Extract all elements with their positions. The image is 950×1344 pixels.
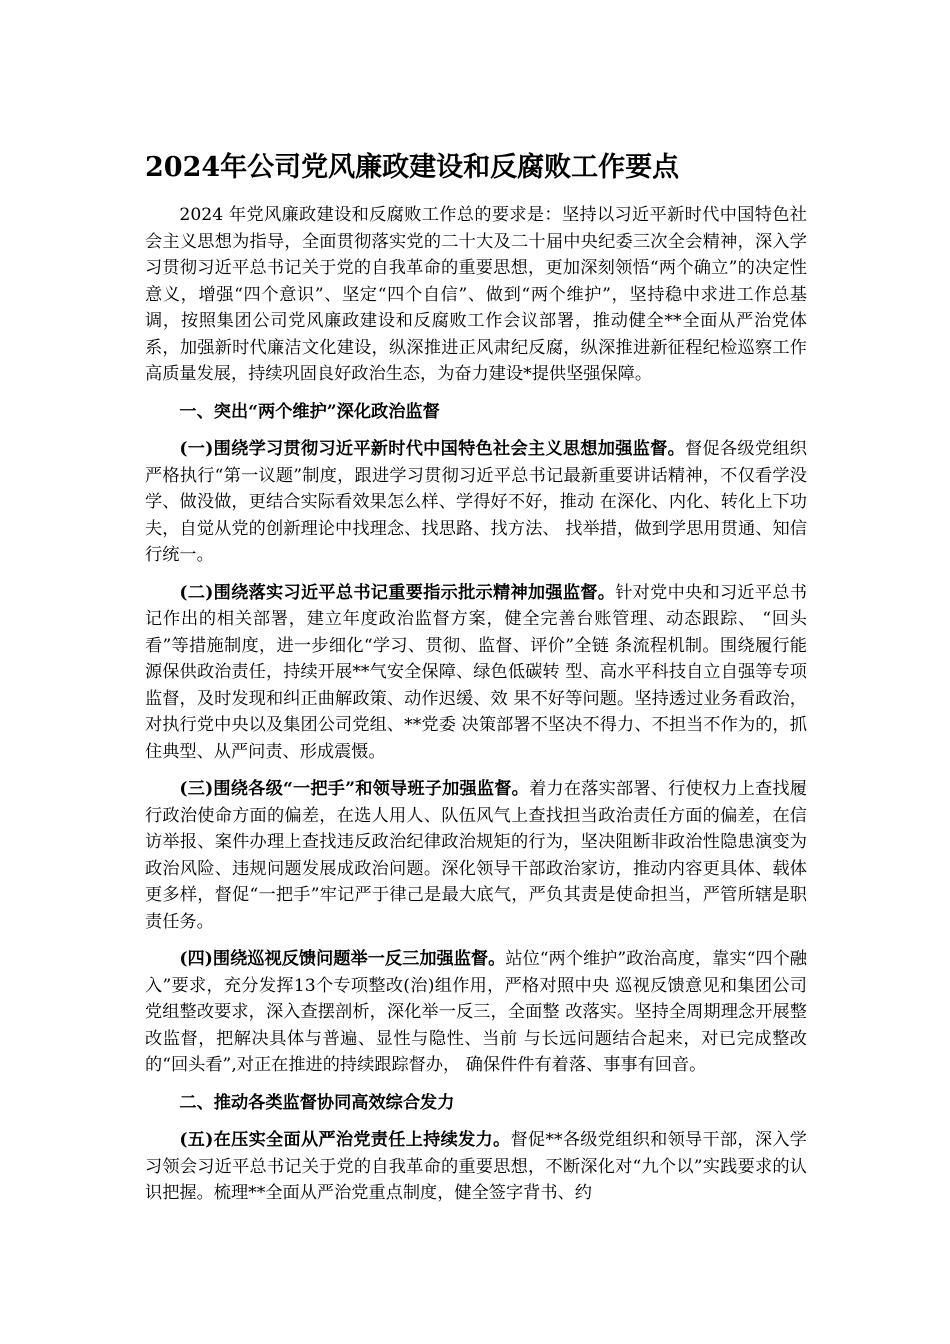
- item-text-3: 着力在落实部署、行使权力上查找履行政治使命方面的偏差，在选人用人、队伍风气上查找担当政治责任方面的偏差，在信访举报、案件办理上查找违反政治纪律政治规矩的行为，坚决阻断非政治性隐患演变为政治风险、违规问题发展成政治问题。深化领导干部政治家访，推动内容更具体、载体更多样，督促“一把手”牢记严于律己是最大底气，严负其责是使命担当，严管所辖是职责任务。: [145, 779, 807, 932]
- item-heading-5: (五)在压实全面从严治党责任上持续发力。: [179, 1130, 511, 1150]
- item-heading-2: (二)围绕落实习近平总书记重要指示批示精神加强监督。: [179, 582, 616, 603]
- item-heading-3: (三)围绕各级“一把手”和领导班子加强监督。: [179, 779, 530, 799]
- section-heading-2: 二、推动各类监督协同高效综合发力: [179, 1092, 455, 1113]
- item-paragraph-2: [145, 580, 807, 766]
- item-paragraph-5: [145, 1127, 807, 1207]
- item-paragraph-1: [145, 436, 807, 569]
- item-paragraph-3: [145, 776, 807, 935]
- item-text-2: 针对党中央和习近平总书记作出的相关部署，建立年度政治监督方案，健全完善台账管理、动态跟踪、 “回头看”等措施制度，进一步细化“学习、贯彻、监督、评价”全链 条流程机制。围绕履行能源保供政治责任，持续开展**气安全保障、绿色低碳转 型、高水平科技自立自强等专项监督，及时发现和纠正曲解政策、动作迟缓、效 果不好等问题。坚持透过业务看政治，对执行党中央以及集团公司党组、**党委 决策部署不坚决不得力、不担当不作为的，抓住典型、从严问责、形成震慑。: [145, 582, 807, 762]
- item-heading-4: (四)围绕巡视反馈问题举一反三加强监督。: [179, 949, 506, 969]
- item-text-4: 站位“两个维护”政治高度，靠实“四个融入”要求，充分发挥13个专项整改(治)组作用，严格对照中央 巡视反馈意见和集团公司党组整改要求，深入查摆剖析，深化举一反三，全面整 改落实。坚持全周期理念开展整改监督，把解决具体与普遍、显性与隐性、当前 与长远问题结合起来，对已完成整改的“回头看”,对正在推进的持续跟踪督办， 确保件件有着落、事事有回音。: [145, 949, 807, 1075]
- intro-paragraph: 2024 年党风廉政建设和反腐败工作总的要求是：坚持以习近平新时代中国特色社会主义思想为指导，全面贯彻落实党的二十大及二十届中央纪委三次全会精神，深入学习贯彻习近平总书记关于党的自我革命的重要思想，更加深刻领悟“两个确立”的决定性意义，增强“四个意识”、坚定“四个自信”、做到“两个维护”，坚持稳中求进工作总基调，按照集团公司党风廉政建设和反腐败工作会议部署，推动健全**全面从严治党体系，加强新时代廉洁文化建设，纵深推进正风肃纪反腐，纵深推进新征程纪检巡察工作高质量发展，持续巩固良好政治生态，为奋力建设*提供坚强保障。: [145, 205, 807, 384]
- document-title: 2024年公司党风廉政建设和反腐败工作要点: [145, 152, 680, 183]
- item-text-5: 督促**各级党组织和领导干部，深入学习领会习近平总书记关于党的自我革命的重要思想，不断深化对“九个以”实践要求的认识把握。梳理**全面从严治党重点制度，健全签字背书、约: [145, 1130, 807, 1203]
- section-heading-1: 一、突出“两个维护”深化政治监督: [179, 401, 440, 422]
- item-text-1: 督促各级党组织严格执行“第一议题”制度，跟进学习贯彻习近平总书记最新重要讲话精神，不仅看学没学、做没做，更结合实际看效果怎么样、学得好不好，推动 在深化、内化、转化上下功夫，自觉从党的创新理论中找理念、找思路、找方法、 找举措，做到学思用贯通、知信行统一。: [145, 439, 807, 565]
- item-heading-1: (一)围绕学习贯彻习近平新时代中国特色社会主义思想加强监督。: [179, 439, 686, 459]
- item-paragraph-4: [145, 946, 807, 1079]
- document-body: [145, 202, 807, 1207]
